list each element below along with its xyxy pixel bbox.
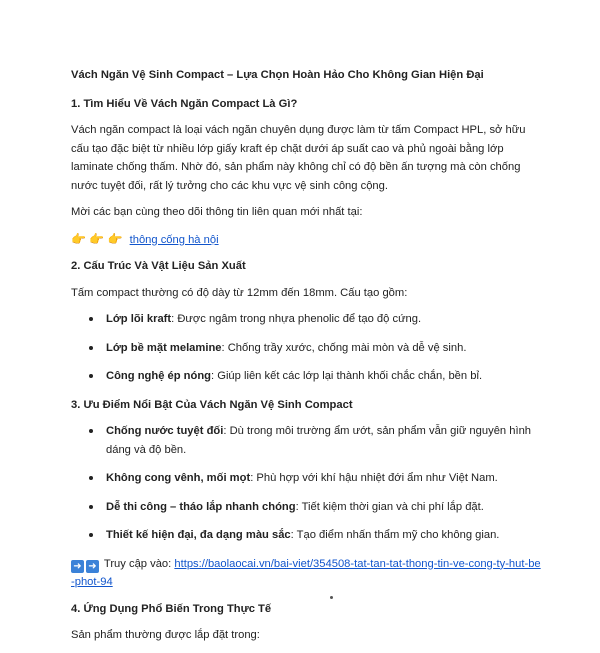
arrow-right-icon: ➜ <box>86 560 99 573</box>
item-desc: : Chống trầy xước, chống mài mòn và dễ vệ sinh. <box>221 341 467 354</box>
item-desc: : Tạo điểm nhấn thẩm mỹ cho không gian. <box>290 529 500 541</box>
section-3-heading: 3. Ưu Điểm Nổi Bật Của Vách Ngăn Vệ Sinh Compact <box>71 398 353 411</box>
access-line <box>71 555 541 592</box>
item-desc: : Giúp liên kết các lớp lại thành khối chắc chắn, bền bỉ. <box>211 370 483 382</box>
related-link[interactable]: thông cống hà nội <box>129 233 219 246</box>
document-body <box>71 66 541 653</box>
item-term: Chống nước tuyệt đối <box>106 425 224 437</box>
cut-off-bullet <box>330 596 333 599</box>
list-item <box>71 526 541 545</box>
access-label: Truy cập vào: <box>101 557 175 570</box>
section-2-list <box>71 310 541 386</box>
item-desc: : Phù hợp với khí hậu nhiệt đới ẩm như Việt Nam. <box>250 472 498 484</box>
item-term: Không cong vênh, mối mọt <box>106 472 251 484</box>
section-3-list <box>71 422 541 545</box>
access-link[interactable]: https://baolaocai.vn/bai-viet/354508-tat-tan-tat-thong-tin-ve-cong-ty-hut-be-phot-94 <box>71 557 541 588</box>
section-4-intro: Sản phẩm thường được lắp đặt trong: <box>71 629 260 641</box>
related-link-line <box>71 230 541 250</box>
follow-text: Mời các bạn cùng theo dõi thông tin liên quan mới nhất tại: <box>71 206 363 218</box>
item-term: Lớp bề mặt melamine <box>106 341 222 354</box>
arrow-right-icon: ➜ <box>71 560 84 573</box>
list-item <box>71 498 541 517</box>
item-term: Thiết kế hiện đại, đa dạng màu sắc <box>106 529 291 541</box>
section-1-heading: 1. Tìm Hiểu Về Vách Ngăn Compact Là Gì? <box>71 97 298 110</box>
item-term: Dễ thi công – tháo lắp nhanh chóng <box>106 500 296 513</box>
item-desc: : Được ngâm trong nhựa phenolic để tạo độ cứng. <box>171 313 422 325</box>
list-item <box>71 367 541 386</box>
item-term: Công nghệ ép nóng <box>106 370 212 382</box>
pointing-hand-icon: 👉 👉 👉 <box>71 231 123 246</box>
list-item <box>71 310 541 329</box>
document-title: Vách Ngăn Vệ Sinh Compact – Lựa Chọn Hoàn Hảo Cho Không Gian Hiện Đại <box>71 69 484 81</box>
item-desc: : Dù trong môi trường ẩm ướt, sản phẩm vẫn giữ nguyên hình dáng và độ bền. <box>106 425 532 456</box>
list-item <box>71 339 541 358</box>
section-1-paragraph: Vách ngăn compact là loại vách ngăn chuyên dụng được làm từ tấm Compact HPL, sở hữu cấu tạo đặc biệt từ nhiều lớp giấy kraft ép chặt dưới áp suất cao và phủ ngoài bằng lớp laminate chống thấm. Nhờ đó, sản phẩm này không chỉ có độ bền ấn tượng mà còn chống nước tuyệt đối, rất lý tưởng cho các khu vực vệ sinh công cộng. <box>71 124 526 192</box>
section-2-intro: Tấm compact thường có độ dày từ 12mm đến 18mm. Cấu tạo gồm: <box>71 286 408 299</box>
list-item <box>71 469 541 488</box>
section-4-heading: 4. Ứng Dụng Phổ Biến Trong Thực Tế <box>71 602 272 615</box>
item-desc: : Tiết kiệm thời gian và chi phí lắp đặt. <box>295 500 484 513</box>
list-item <box>71 422 541 459</box>
item-term: Lớp lõi kraft <box>106 313 172 325</box>
section-2-heading: 2. Cấu Trúc Và Vật Liệu Sản Xuất <box>71 260 246 272</box>
